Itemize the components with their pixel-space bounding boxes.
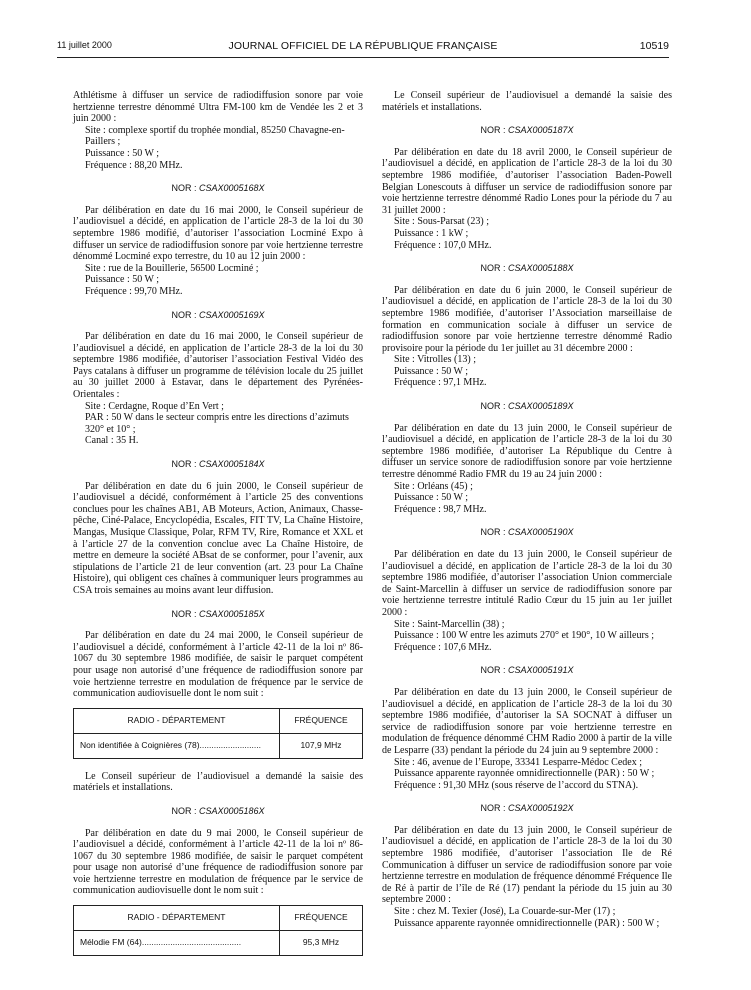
paragraph: Par délibération en date du 18 avril 2000, le Conseil supérieur de l’audiovisuel a décidé, en application de l’article 28-3 de la loi du 30 septembre 1986 modifiée, d’autoriser l’association Baden-Powell Belgian Lonescouts à diffuser un service de radiodiffusion sonore par voie hertzienne terrestre dénommé Radio Lones pour la période du 7 au 31 juillet 2000 : xyxy=(382,146,672,216)
detail-line: Fréquence : 107,0 MHz. xyxy=(394,239,492,251)
nor-reference: NOR : CSAX0005190X xyxy=(480,527,574,538)
nor-reference: NOR : CSAX0005186X xyxy=(171,805,265,816)
table-header: FRÉQUENCE xyxy=(280,906,363,931)
nor-reference: NOR : CSAX0005192X xyxy=(480,803,574,814)
paragraph: Le Conseil supérieur de l’audiovisuel a demandé la saisie des matériels et installations. xyxy=(382,90,672,113)
detail-line: Fréquence : 88,20 MHz. xyxy=(85,159,183,171)
detail-line: Puissance : 50 W ; xyxy=(85,147,160,159)
radio-table xyxy=(73,708,363,759)
nor-reference: NOR : CSAX0005168X xyxy=(171,183,265,194)
header-date: 11 juillet 2000 xyxy=(57,40,112,50)
paragraph: Par délibération en date du 16 mai 2000, le Conseil supérieur de l’audiovisuel a décidé, en application de l’article 28-3 de la loi du 30 septembre 1986 modifiée, d’autoriser l’association Festival Vidéo des Pays catalans à diffuser un programme de télévision locale du 25 juillet au 30 juillet 2000 à Estavar, dans le département des Pyrénées-Orientales : xyxy=(73,331,363,401)
detail-line: Site : Vitrolles (13) ; xyxy=(394,354,476,366)
paragraph: Par délibération en date du 13 juin 2000, le Conseil supérieur de l’audiovisuel a décidé, en application de l’article 28-3 de la loi du 30 septembre 1986 modifiée, d’autoriser l’association Ile de Ré Communication à diffuser un service de radiodiffusion sonore par voie hertzienne terrestre en modulation de fréquence dénommé Fréquence Ile de Ré à partir de l’île de Ré (17) pendant la période du 15 juin au 30 septembre 2000 : xyxy=(382,824,672,906)
header-rule xyxy=(57,57,669,58)
detail-line: Fréquence : 98,7 MHz. xyxy=(394,503,487,515)
left-column xyxy=(73,90,363,968)
paragraph: Le Conseil supérieur de l’audiovisuel a demandé la saisie des matériels et installations. xyxy=(73,770,363,794)
table-row xyxy=(74,931,363,956)
table-header: RADIO - DÉPARTEMENT xyxy=(74,708,280,733)
paragraph: Par délibération en date du 6 juin 2000, le Conseil supérieur de l’audiovisuel a décidé, conformément à l’article 25 des conventions conclues pour les chaînes AB1, AB Moteurs, Action, Animaux, Chasse-pêche, Ciné-Palace, Encyclopédia, Escales, FIT TV, La Chaîne Histoire, Mangas, Musique Classique, Polar, RFM TV, Rire, Romance et XXL et à l’article 27 de la convention conclue avec La Chaîne Histoire, de mettre en demeure la société ABsat de se conformer, pour l’avenir, aux stipulations de l’article 21 de leur convention (art. 23 pour La Chaîne Histoire), qui obligent ces chaînes à communiquer leurs programmes au CSA trois semaines au moins avant leur diffusion. xyxy=(73,480,363,596)
detail-line: Puissance : 50 W ; xyxy=(394,492,469,504)
right-column xyxy=(382,90,672,929)
detail-line: Puissance : 1 kW ; xyxy=(394,227,469,239)
paragraph: Par délibération en date du 6 juin 2000, le Conseil supérieur de l’audiovisuel a décidé, en application de l’article 28-3 de la loi du 30 septembre 1986 modifiée, d’autoriser l’Association marseillaise de formation en communication sociale à diffuser un service de radiodiffusion sonore par voie hertzienne terrestre dénommé Radio provisoire pour la période du 1er juillet au 31 décembre 2000 : xyxy=(382,284,672,354)
paragraph: Par délibération en date du 13 juin 2000, le Conseil supérieur de l’audiovisuel a décidé, en application de l’article 28-3 de la loi du 30 septembre 1986 modifiée, d’autoriser La République du Centre à diffuser un service sonore de radiodiffusion sonore par voie hertzienne terrestre dénommé Radio FMR du 19 au 24 juin 2000 : xyxy=(382,422,672,481)
detail-line: Site : complexe sportif du trophée mondial, 85250 Chavagne-en-Paillers ; xyxy=(85,124,345,148)
detail-line: Puissance : 100 W entre les azimuts 270° et 190°, 10 W ailleurs ; xyxy=(394,630,654,642)
detail-line: Site : rue de la Bouillerie, 56500 Locminé ; xyxy=(85,262,259,274)
nor-reference: NOR : CSAX0005191X xyxy=(480,665,574,676)
nor-reference: NOR : CSAX0005184X xyxy=(171,459,265,470)
detail-line: Puissance : 50 W ; xyxy=(85,274,160,286)
detail-line: Fréquence : 107,6 MHz. xyxy=(394,641,492,653)
nor-reference: NOR : CSAX0005185X xyxy=(171,608,265,619)
nor-reference: NOR : CSAX0005189X xyxy=(480,401,574,412)
detail-line: Site : 46, avenue de l’Europe, 33341 Lesparre-Médoc Cedex ; xyxy=(394,756,642,768)
detail-line: Site : Sous-Parsat (23) ; xyxy=(394,216,489,228)
detail-line: Site : Orléans (45) ; xyxy=(394,480,473,492)
detail-line: Site : Cerdagne, Roque d’En Vert ; xyxy=(85,400,224,412)
table-row xyxy=(74,733,363,758)
detail-line: Canal : 35 H. xyxy=(85,435,139,447)
table-cell: 107,9 MHz xyxy=(280,733,363,758)
paragraph: Par délibération en date du 24 mai 2000, le Conseil supérieur de l’audiovisuel a décidé, conformément à l’article 42-11 de la loi nº 86-1067 du 30 septembre 1986 modifiée, de saisir le parquet compétent pour usage non autorisé d’une fréquence de radiodiffusion sonore par voie hertzienne terrestre en modulation de fréquence par le service de communication audiovisuelle dont le nom suit : xyxy=(73,630,363,700)
detail-line: Site : chez M. Texier (José), La Couarde-sur-Mer (17) ; xyxy=(394,906,616,918)
paragraph: Athlétisme à diffuser un service de radiodiffusion sonore par voie hertzienne terrestre dénommé Ultra FM-100 km de Vendée les 2 et 3 juin 2000 : xyxy=(73,90,363,125)
detail-line: Puissance apparente rayonnée omnidirectionnelle (PAR) : 500 W ; xyxy=(394,917,660,929)
paragraph: Par délibération en date du 9 mai 2000, le Conseil supérieur de l’audiovisuel a décidé, conformément à l’article 42-11 de la loi nº 86-1067 du 30 septembre 1986 modifiée, de saisir le parquet compétent pour usage non autorisé d’une fréquence de radiodiffusion sonore par voie hertzienne terrestre en modulation de fréquence par le service de communication audiovisuelle dont le nom suit : xyxy=(73,827,363,897)
table-cell: Mélodie FM (64).......................................... xyxy=(74,931,280,956)
paragraph: Par délibération en date du 13 juin 2000, le Conseil supérieur de l’audiovisuel a décidé, en application de l’article 28-3 de la loi du 30 septembre 1986 modifiée, d’autoriser l’association Union commerciale de Saint-Marcellin à diffuser un service de radiodiffusion sonore par voie hertzienne terrestre intitulé Radio Cœur du 15 juin au 1er juillet 2000 : xyxy=(382,549,672,618)
table-header: RADIO - DÉPARTEMENT xyxy=(74,906,280,931)
nor-reference: NOR : CSAX0005188X xyxy=(480,263,574,274)
page-number: 10519 xyxy=(639,40,669,52)
detail-line: Fréquence : 99,70 MHz. xyxy=(85,285,183,297)
table-cell: 95,3 MHz xyxy=(280,931,363,956)
nor-reference: NOR : CSAX0005169X xyxy=(171,309,265,320)
detail-line: Fréquence : 91,30 MHz (sous réserve de l’accord du STNA). xyxy=(394,779,639,791)
table-cell: Non identifiée à Coignières (78).......................... xyxy=(74,733,280,758)
nor-reference: NOR : CSAX0005187X xyxy=(480,125,574,136)
paragraph: Par délibération en date du 16 mai 2000, le Conseil supérieur de l’audiovisuel a décidé, en application de l’article 28-3 de la loi du 30 septembre 1986 modifié, d’autoriser l’association Locminé Expo à diffuser un service de radiodiffusion sonore par voie hertzienne terrestre dénommé Locminé expo terrestre, du 10 au 12 juin 2000 : xyxy=(73,204,363,263)
page-header xyxy=(57,40,669,54)
detail-line: Fréquence : 97,1 MHz. xyxy=(394,377,487,389)
detail-line: Puissance apparente rayonnée omnidirectionnelle (PAR) : 50 W ; xyxy=(394,768,655,780)
paragraph: Par délibération en date du 13 juin 2000, le Conseil supérieur de l’audiovisuel a décidé, en application de l’article 28-3 de la loi du 30 septembre 1986 modifiée, d’autoriser la SA SOCNAT à diffuser un service de radiodiffusion sonore par voie hertzienne terrestre en modulation de fréquence dénommé CHM Radio 2000 à partir de la ville de Lesparre (33) pendant la période du 24 juin au 9 septembre 2000 : xyxy=(382,686,672,756)
detail-line: Site : Saint-Marcellin (38) ; xyxy=(394,618,505,630)
table-header: FRÉQUENCE xyxy=(280,708,363,733)
detail-line: PAR : 50 W dans le secteur compris entre les directions d’azimuts 320° et 10° ; xyxy=(85,412,349,435)
radio-table xyxy=(73,905,363,956)
journal-title: JOURNAL OFFICIEL DE LA RÉPUBLIQUE FRANÇAISE xyxy=(228,40,498,52)
detail-line: Puissance : 50 W ; xyxy=(394,365,469,377)
